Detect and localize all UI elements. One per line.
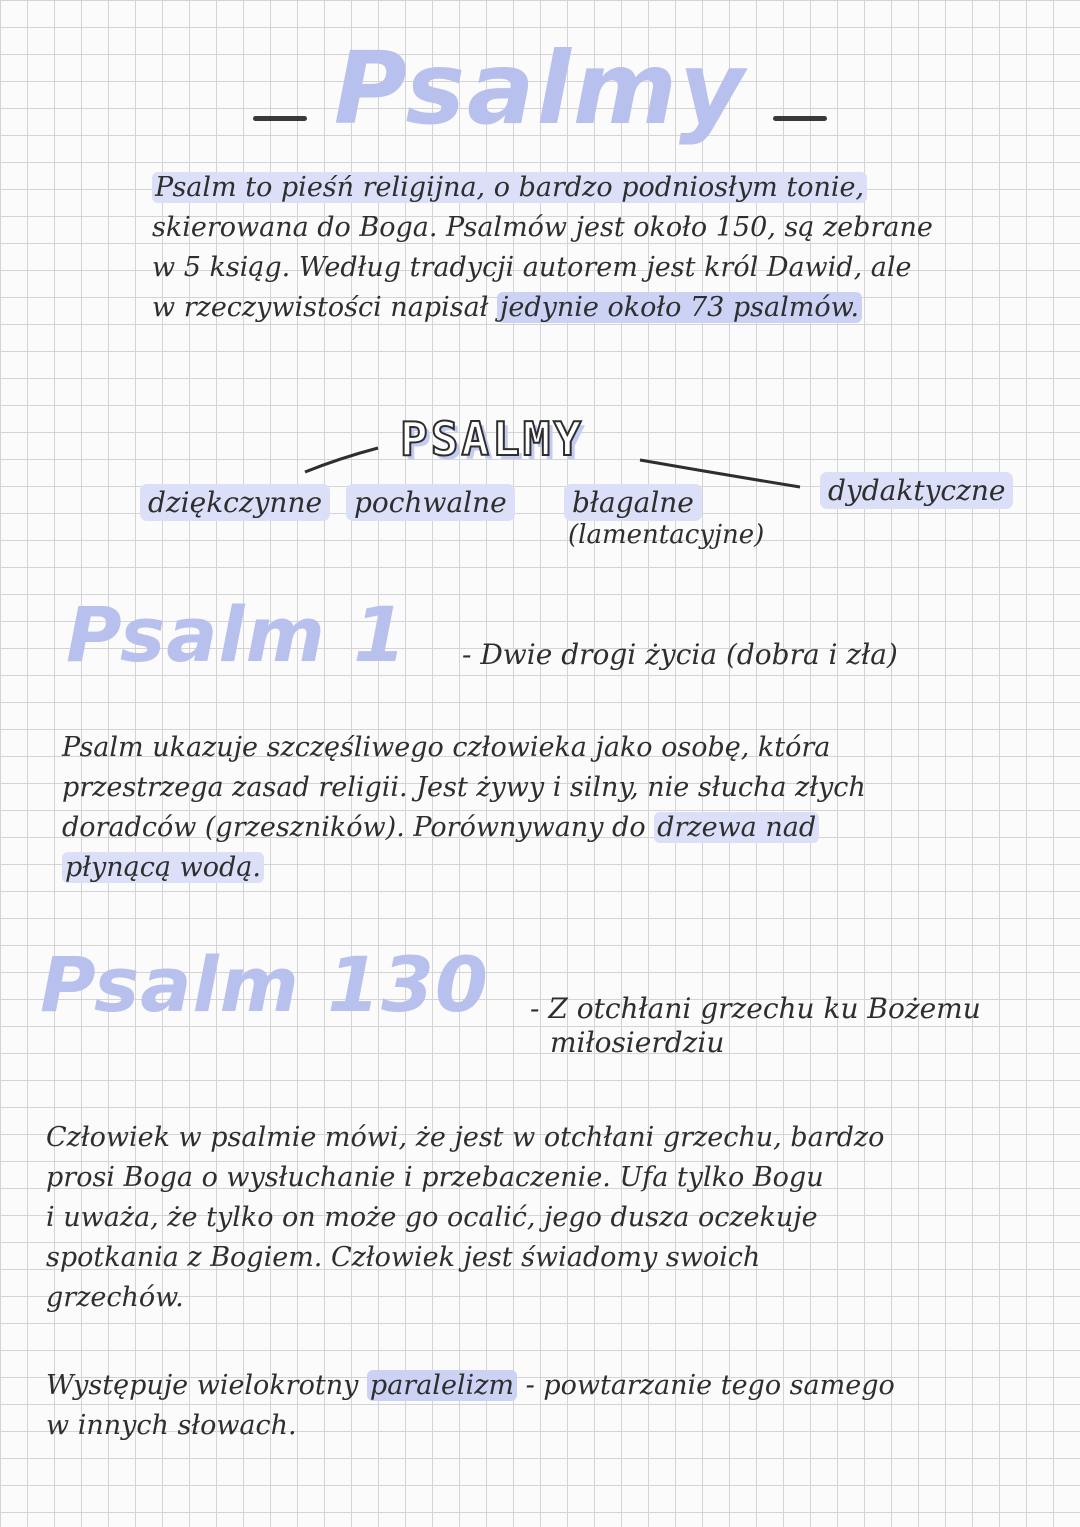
diagram-type-3-note: (lamentacyjne) [568,520,765,550]
psalm-130-line-5: grzechów. [46,1282,184,1313]
diagram-line-right [640,460,800,487]
psalm-130-line-2: prosi Boga o wysłuchanie i przebaczenie. Ufa tylko Bogu [46,1162,824,1193]
psalm-130-paragraph [46,1118,1056,1318]
intro-highlight: jedynie około 73 psalmów. [497,292,862,323]
psalm-1-subtitle: - Dwie drogi życia (dobra i zła) [462,638,898,671]
psalm-1-line-1: Psalm ukazuje szczęśliwego człowieka jako osobę, która [62,732,831,763]
psalm-1-paragraph [62,728,1052,888]
psalm-130-note-c: - powtarzanie tego samego [517,1370,895,1401]
psalm-130-note-a: Występuje wielokrotny [46,1370,367,1401]
psalm-130-note-line [46,1366,1056,1406]
psalm-1-line [62,848,1052,888]
diagram-center: PSALMY [400,412,585,466]
intro-line-1: Psalm to pieśń religijna, o bardzo podniosłym tonie, [152,172,867,203]
intro-line-2: skierowana do Boga. Psalmów jest około 150, są zebrane [152,212,933,243]
psalm-130-heading: Psalm 130 [40,940,489,1029]
intro-line-3: w 5 ksiąg. Według tradycji autorem jest król Dawid, ale [152,252,912,283]
psalm-130-highlight: paralelizm [367,1370,517,1401]
diagram-type-3: błagalne [564,484,702,521]
diagram-type-4: dydaktyczne [820,472,1013,509]
diagram-type-1: dziękczynne [140,484,330,521]
psalm-1-line-3a: doradców (grzeszników). Porównywany do [62,812,655,843]
psalm-130-line-4: spotkania z Bogiem. Człowiek jest świadomy swoich [46,1242,761,1273]
psalm-130-parallelism-note [46,1366,1056,1446]
psalm-1-highlight: drzewa nad [654,812,819,843]
diagram-type-2: pochwalne [346,484,515,521]
intro-line-4a: w rzeczywistości napisał [152,292,498,323]
psalm-1-line-4: płynącą wodą. [62,852,264,883]
psalm-130-subtitle-line-2: miłosierdziu [550,1026,725,1059]
psalm-130-subtitle [530,992,981,1060]
psalm-130-note-line-2: w innych słowach. [46,1410,297,1441]
psalm-130-line-3: i uważa, że tylko on może go ocalić, jego dusza oczekuje [46,1202,818,1233]
psalm-130-line-1: Człowiek w psalmie mówi, że jest w otchłani grzechu, bardzo [46,1122,885,1153]
diagram-line-left [305,448,378,472]
psalm-1-heading: Psalm 1 [66,590,408,679]
psalm-1-line [62,808,1052,848]
page-title: Psalmy [333,30,747,147]
psalm-130-subtitle-line-1: - Z otchłani grzechu ku Bożemu [530,992,981,1025]
psalm-1-line-2: przestrzega zasad religii. Jest żywy i silny, nie słucha złych [62,772,866,803]
